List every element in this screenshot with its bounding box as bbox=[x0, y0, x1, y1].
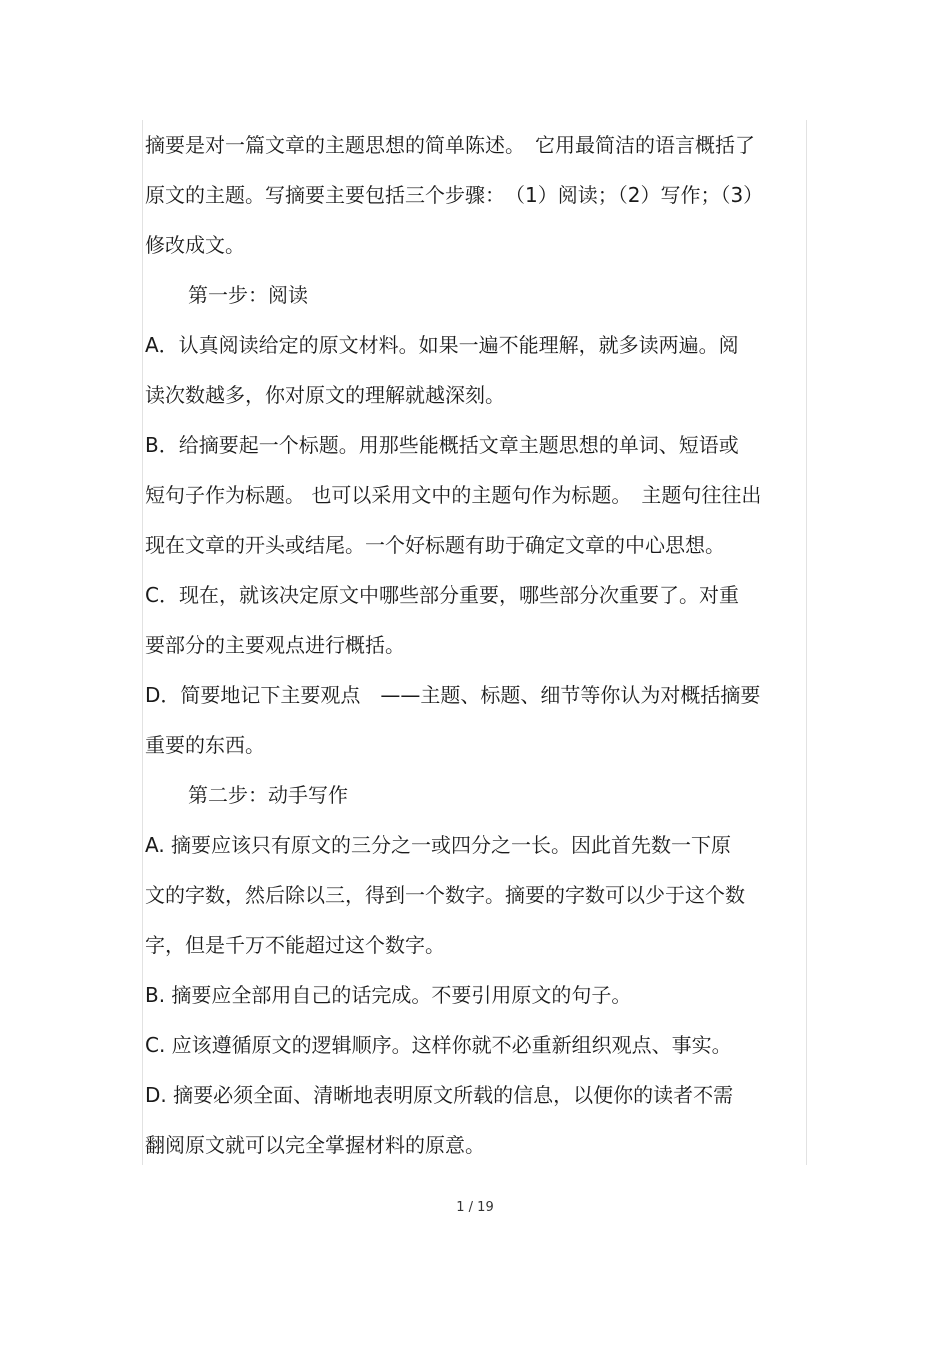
paragraph-line: D. 摘要必须全面、清晰地表明原文所载的信息，以便你的读者不需 bbox=[145, 1083, 734, 1107]
paragraph-line: 文的字数，然后除以三，得到一个数字。摘要的字数可以少于这个数 bbox=[145, 883, 745, 907]
paragraph-line: 字，但是千万不能超过这个数字。 bbox=[145, 933, 445, 957]
paragraph-line: 原文的主题。写摘要主要包括三个步骤： （1）阅读；（2）写作；（3） bbox=[145, 183, 764, 207]
paragraph-line: 短句子作为标题。 也可以采用文中的主题句作为标题。 主题句往往出 bbox=[145, 483, 762, 507]
page-number: 1 / 19 bbox=[456, 1200, 494, 1215]
document-body bbox=[145, 120, 805, 1170]
paragraph-line: 修改成文。 bbox=[145, 233, 245, 257]
paragraph-line: B. 摘要应全部用自己的话完成。不要引用原文的句子。 bbox=[145, 983, 632, 1007]
paragraph-line: C. 应该遵循原文的逻辑顺序。这样你就不必重新组织观点、事实。 bbox=[145, 1033, 732, 1057]
paragraph-line: 翻阅原文就可以完全掌握材料的原意。 bbox=[145, 1133, 485, 1157]
paragraph-line: A．认真阅读给定的原文材料。如果一遍不能理解，就多读两遍。阅 bbox=[145, 333, 739, 357]
paragraph-line: 重要的东西。 bbox=[145, 733, 265, 757]
paragraph-line: B．给摘要起一个标题。用那些能概括文章主题思想的单词、短语或 bbox=[145, 433, 739, 457]
page-frame-right bbox=[806, 120, 807, 1165]
section-heading-step-2: 第二步：动手写作 bbox=[188, 783, 348, 807]
page-frame-left bbox=[142, 120, 143, 1165]
paragraph-line: A. 摘要应该只有原文的三分之一或四分之一长。因此首先数一下原 bbox=[145, 833, 732, 857]
section-heading-step-1: 第一步：阅读 bbox=[188, 283, 308, 307]
paragraph-line: 现在文章的开头或结尾。一个好标题有助于确定文章的中心思想。 bbox=[145, 533, 725, 557]
paragraph-line: 读次数越多，你对原文的理解就越深刻。 bbox=[145, 383, 505, 407]
paragraph-line: 要部分的主要观点进行概括。 bbox=[145, 633, 405, 657]
paragraph-line: C．现在，就该决定原文中哪些部分重要，哪些部分次重要了。对重 bbox=[145, 583, 739, 607]
paragraph-line: 摘要是对一篇文章的主题思想的简单陈述。 它用最简洁的语言概括了 bbox=[145, 133, 755, 157]
paragraph-line: D．简要地记下主要观点 ——主题、标题、细节等你认为对概括摘要 bbox=[145, 683, 761, 707]
